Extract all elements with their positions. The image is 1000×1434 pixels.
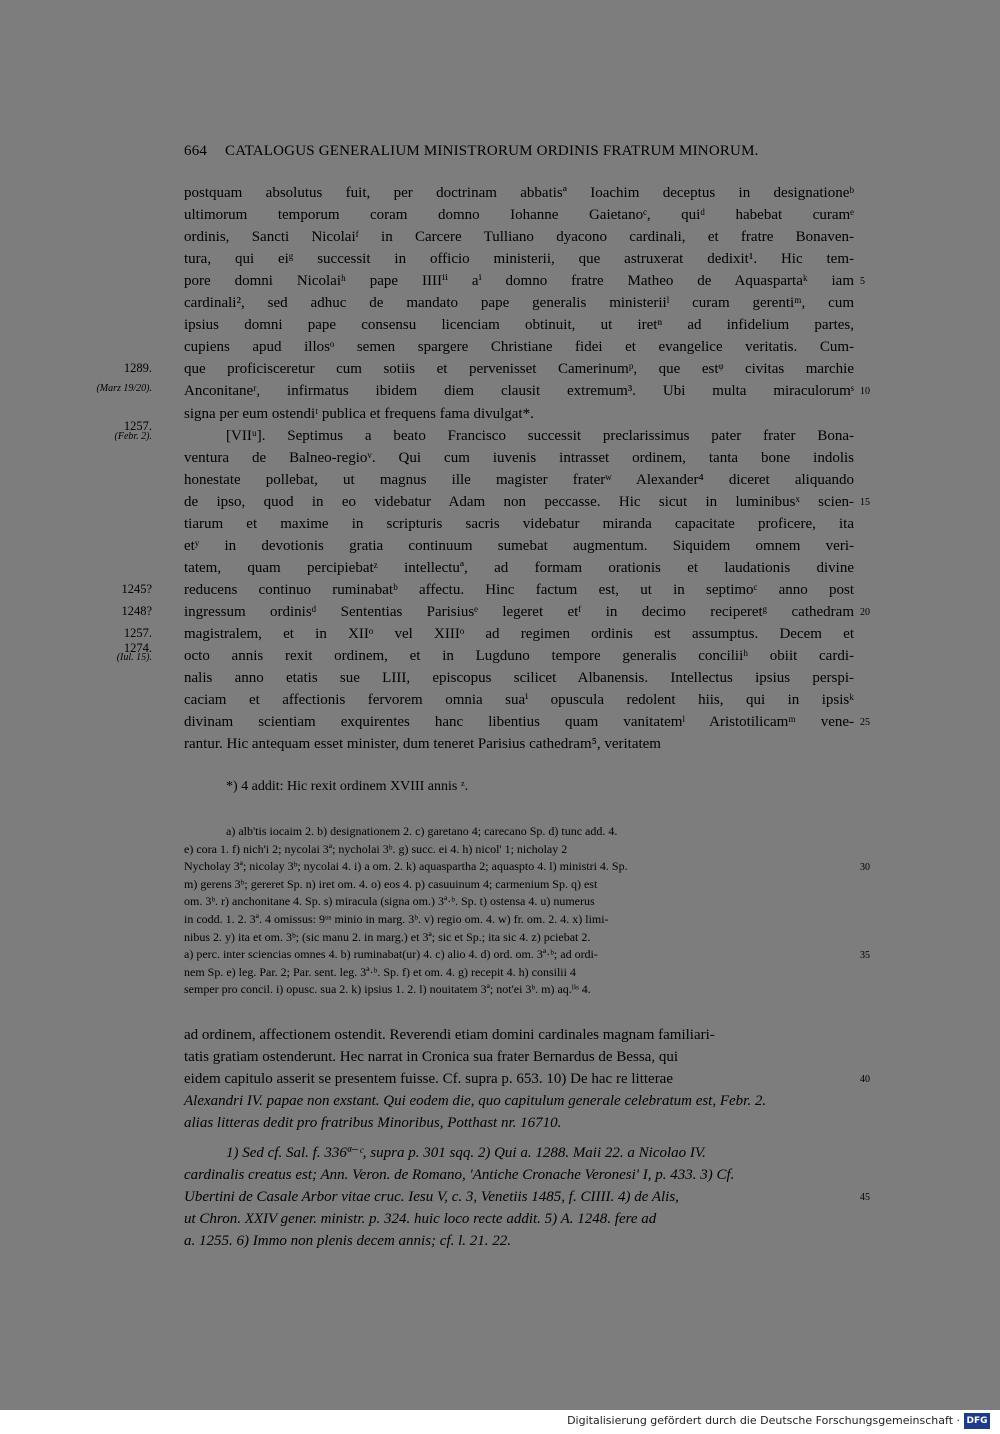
- text-line: Anconitaneʳ, infirmatus ibidem diem clausit extremum³. Ubi multa miraculorumˢ: [184, 383, 854, 400]
- line-number: 10: [860, 386, 870, 398]
- margin-date: 1245?: [121, 581, 152, 596]
- variant-line: om. 3ᵇ. r) anchonitane 4. Sp. s) miracula (signa om.) 3ª·ᵇ. Sp. t) ostensa 4. u) numerus: [184, 894, 595, 909]
- line-number: 45: [860, 1192, 870, 1203]
- text-line: ipsius domni pape consensu licenciam obtinuit, ut iretⁿ ad infidelium partes,: [184, 317, 854, 334]
- text-line: tiarum et maxime in scripturis sacris videbatur miranda capacitate proficere, ita: [184, 515, 854, 532]
- text-line: ingressum ordinisᵈ Sententias Parisiusᵉ legeret etᶠ in decimo reciperetᵍ cathedram: [184, 603, 854, 620]
- line-number: 40: [860, 1074, 870, 1085]
- note-line: eidem capitulo asserit se presentem fuisse. Cf. supra p. 653. 10) De hac re litterae: [184, 1071, 674, 1087]
- text-line: reducens continuo ruminabatᵇ affectu. Hinc factum est, ut in septimoᶜ anno post: [184, 581, 854, 598]
- note-line: tatis gratiam ostenderunt. Hec narrat in Cronica sua frater Bernardus de Bessa, qui: [184, 1049, 678, 1065]
- line-number: 20: [860, 606, 870, 618]
- footer-bar: [0, 1410, 1000, 1434]
- text-line: que proficisceretur cum sotiis et pervenisset Camerinumᵖ, que estᵠ civitas marchie: [184, 361, 854, 378]
- margin-date: 1257.: [123, 626, 152, 640]
- funding-notice: Digitalisierung gefördert durch die Deutsche Forschungsgemeinschaft ·: [567, 1414, 960, 1427]
- variant-line: nibus 2. y) ita et om. 3ᵇ; (sic manu 2. in marg.) et 3ª; sic et Sp.; ita sic 4. z) pciebat 2.: [184, 929, 591, 944]
- line-number: 35: [860, 950, 870, 962]
- note-line: cardinalis creatus est; Ann. Veron. de Romano, 'Antiche Cronache Veronesi' I, p. 433. 3) Cf.: [184, 1167, 735, 1183]
- margin-date: 1274.: [123, 641, 152, 656]
- variant-line: in codd. 1. 2. 3ª. 4 omissus: 9ᵘˢ minio in marg. 3ᵇ. v) regio om. 4. w) fr. om. 2. 4. x) limi-: [184, 912, 609, 926]
- text-line: ventura de Balneo-regioᵛ. Qui cum iuvenis intrasset ordinem, tanta bone indolis: [184, 449, 854, 466]
- text-line: tatem, quam percipiebatᶻ intellectuª, ad formam orationis et laudationis divine: [184, 559, 854, 576]
- text-line: cupiens apud illosᵒ semen spargere Christiane fidei et evangelice veritatis. Cum-: [184, 339, 854, 356]
- line-number: 15: [860, 496, 870, 508]
- page-number: 664: [184, 143, 208, 159]
- variant-line: nem Sp. e) leg. Par. 2; Par. sent. leg. 3ª·ᵇ. Sp. f) et om. 4. g) recepit 4. h) consilii 4: [184, 964, 576, 979]
- margin-date: 1289.: [123, 361, 152, 376]
- text-line: caciam et affectionis fervorem omnia suaⁱ opuscula redolent hiis, qui in ipsisᵏ: [184, 692, 854, 709]
- running-header: [184, 143, 759, 160]
- variant-line: Nycholay 3ª; nicolay 3ᵇ; nycolai 4. i) a om. 2. k) aquaspartha 2; aquaspto 4. l) ministri 4. Sp.: [184, 859, 628, 874]
- text-line: nalis anno etatis sue LIII, episcopus scilicet Albanensis. Intellectus ipsius perspi-: [184, 670, 854, 687]
- variant-line: a) perc. inter sciencias omnes 4. b) ruminabat(ur) 4. c) alio 4. d) ord. om. 3ª·ᵇ; ad ordi-: [184, 947, 598, 962]
- variant-line: a) alb'tis iocaim 2. b) designationem 2. c) garetano 4; carecano Sp. d) tunc add. 4.: [226, 824, 618, 838]
- variant-line: semper pro concil. i) opusc. sua 2. k) ipsius 1. 2. l) nouitatem 3ª; not'ei 3ᵇ. m) aq.ˡⁱˢ 4.: [184, 982, 591, 997]
- margin-date: 1248?: [121, 603, 152, 618]
- text-line: magistralem, et in XIIᵒ vel XIIIᵒ ad regimen ordinis est assumptus. Decem et: [184, 626, 854, 642]
- running-title: CATALOGUS GENERALIUM MINISTRORUM ORDINIS FRATRUM MINORUM.: [225, 143, 759, 159]
- text-line: de ipso, quod in eo videbatur Adam non peccasse. Hic sicut in luminibusˣ scien-: [184, 493, 854, 510]
- text-line: etʸ in devotionis gratia continuum sumebat augmentum. Siquidem omnem veri-: [184, 537, 854, 554]
- text-line: pore domni Nicolaiʰ pape IIIIⁱⁱ aⁱ domno fratre Matheo de Aquaspartaᵏ iam: [184, 273, 854, 290]
- note-line: ut Chron. XXIV gener. ministr. p. 324. huic loco recte addit. 5) A. 1248. fere ad: [184, 1211, 657, 1227]
- text-line: honestate pollebat, ut magnus ille magister fraterʷ Alexander⁴ diceret aliquando: [184, 471, 854, 488]
- note-line: 1) Sed cf. Sal. f. 336ª⁻ᶜ, supra p. 301 sqq. 2) Qui a. 1288. Maii 22. a Nicolao IV.: [226, 1145, 706, 1161]
- note-line: ad ordinem, affectionem ostendit. Reverendi etiam domini cardinales magnam familiari-: [184, 1027, 715, 1043]
- text-line: cardinali², sed adhuc de mandato pape generalis ministeriiˡ curam gerentiᵐ, cum: [184, 295, 854, 312]
- line-number: 25: [860, 717, 870, 729]
- margin-date: 1257.: [123, 418, 152, 433]
- dfg-logo-icon: DFG: [964, 1413, 990, 1429]
- note-line: Ubertini de Casale Arbor vitae cruc. Iesu V, c. 3, Venetiis 1485, f. CIIII. 4) de Alis,: [184, 1189, 679, 1205]
- text-line: ultimorum temporum coram domno Iohanne Gaietanoᶜ, quiᵈ habebat curamᵉ: [184, 207, 854, 224]
- text-line: tura, qui eiᵍ successit in officio ministerii, que astruxerat dedixit¹. Hic tem-: [184, 251, 854, 268]
- text-line: signa per eum ostendiᵗ publica et frequens fama divulgat*.: [184, 405, 534, 422]
- note-line: a. 1255. 6) Immo non plenis decem annis; cf. l. 21. 22.: [184, 1233, 512, 1249]
- text-line: ordinis, Sancti Nicolaiᶠ in Carcere Tulliano dyacono cardinali, et fratre Bonaven-: [184, 229, 854, 246]
- text-line: postquam absolutus fuit, per doctrinam abbatisª Ioachim deceptus in designationeᵇ: [184, 185, 854, 201]
- margin-date: (Marz 19/20).: [96, 383, 152, 395]
- text-line: rantur. Hic antequam esset minister, dum teneret Parisius cathedram⁵, veritatem: [184, 736, 661, 753]
- margin-date: (Iul. 15).: [116, 652, 152, 664]
- line-number: 30: [860, 862, 870, 874]
- margin-date: (Febr. 2).: [114, 430, 152, 442]
- variant-line: m) gerens 3ᵇ; gereret Sp. n) iret om. 4. o) eos 4. p) casuuinum 4; carmenium Sp. q) est: [184, 876, 598, 891]
- text-line: octo annis rexit ordinem, et in Lugduno tempore generalis conciliiʰ obiit cardi-: [184, 648, 854, 665]
- note-line: alias litteras dedit pro fratribus Minoribus, Potthast nr. 16710.: [184, 1115, 562, 1131]
- text-line: divinam scientiam exquirentes hanc libentius quam vanitatemˡ Aristotilicamᵐ vene-: [184, 714, 854, 731]
- variant-line: e) cora 1. f) nich'i 2; nycolai 3ª; nycholai 3ᵇ. g) succ. ei 4. h) nicol' 1; nicholay 2: [184, 841, 568, 856]
- line-number: 5: [860, 276, 865, 288]
- text-line: [VIIᵘ]. Septimus a beato Francisco successit preclarissimus pater frater Bona-: [226, 427, 854, 444]
- note-line: Alexandri IV. papae non exstant. Qui eodem die, quo capitulum generale celebratum est, Febr. 2.: [184, 1093, 767, 1109]
- asterisk-note: *) 4 addit: Hic rexit ordinem XVIII annis ᶻ.: [226, 779, 469, 794]
